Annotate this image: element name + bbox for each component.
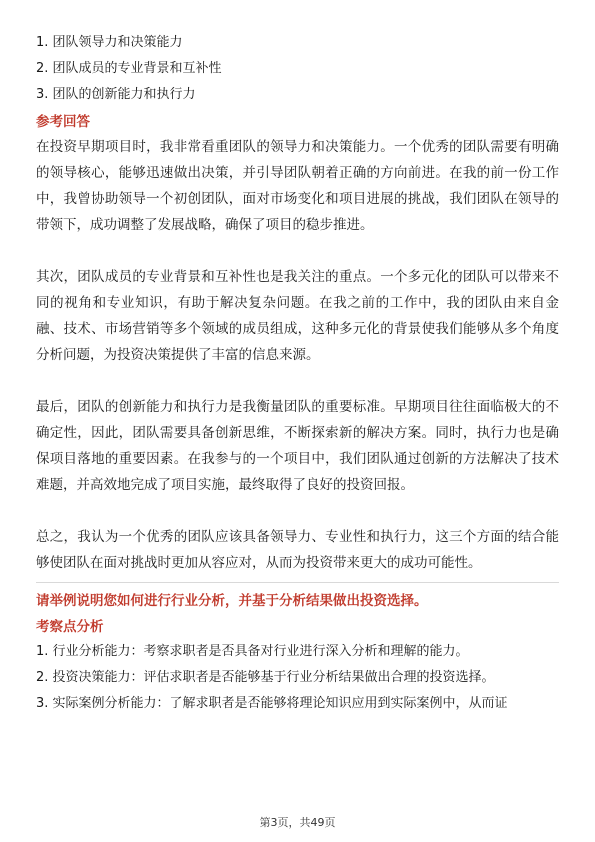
- list-item: 1. 行业分析能力：考察求职者是否具备对行业进行深入分析和理解的能力。: [36, 644, 469, 659]
- analysis-heading: 考察点分析: [36, 619, 104, 635]
- section-divider: [36, 582, 559, 583]
- paragraph: 总之，我认为一个优秀的团队应该具备领导力、专业性和执行力，这三个方面的结合能够使团队在面对挑战时更加从容应对，从而为投资带来更大的成功可能性。: [36, 529, 559, 571]
- list-item: 2. 团队成员的专业背景和互补性: [36, 61, 222, 76]
- page-content: [36, 30, 559, 717]
- list-item: 2. 投资决策能力：评估求职者是否能够基于行业分析结果做出合理的投资选择。: [36, 670, 495, 685]
- answer-heading: 参考回答: [36, 114, 90, 130]
- paragraph: 其次，团队成员的专业背景和互补性也是我关注的重点。一个多元化的团队可以带来不同的视角和专业知识，有助于解决复杂问题。在我之前的工作中，我的团队由来自金融、技术、市场营销等多个领域的成员组成，这种多元化的背景使我们能够从多个角度分析问题，为投资决策提供了丰富的信息来源。: [36, 269, 559, 363]
- list-item: 1. 团队领导力和决策能力: [36, 35, 183, 50]
- paragraph: 最后，团队的创新能力和执行力是我衡量团队的重要标准。早期项目往往面临极大的不确定性，因此，团队需要具备创新思维，不断探索新的解决方案。同时，执行力也是确保项目落地的重要因素。在我参与的一个项目中，我们团队通过创新的方法解决了技术难题，并高效地完成了项目实施，最终取得了良好的投资回报。: [36, 399, 559, 493]
- page-footer: 第3页，共49页: [259, 816, 336, 829]
- next-question: 请举例说明您如何进行行业分析，并基于分析结果做出投资选择。: [36, 593, 428, 609]
- list-item: 3. 实际案例分析能力：了解求职者是否能够将理论知识应用到实际案例中，从而证: [36, 696, 508, 711]
- list-item: 3. 团队的创新能力和执行力: [36, 87, 196, 102]
- paragraph: 在投资早期项目时，我非常看重团队的领导力和决策能力。一个优秀的团队需要有明确的领导核心，能够迅速做出决策，并引导团队朝着正确的方向前进。在我的前一份工作中，我曾协助领导一个初创团队，面对市场变化和项目进展的挑战，我们团队在领导的带领下，成功调整了发展战略，确保了项目的稳步推进。: [36, 139, 559, 233]
